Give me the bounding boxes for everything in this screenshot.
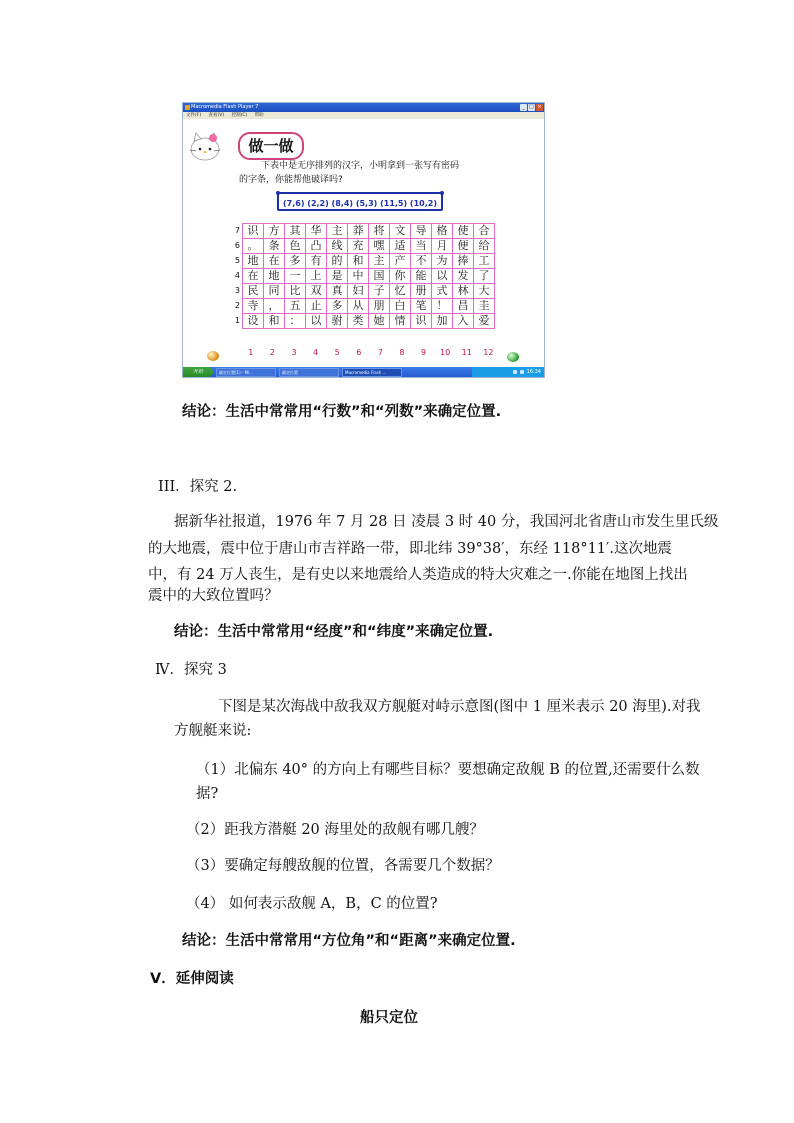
grid-cell: 格 [432,224,453,239]
next-orb-icon[interactable] [507,352,519,362]
paragraph-3-line-2: 的大地震，震中位于唐山市吉祥路一带，即北纬 39°38′，东经 118°11′.这次地震 [148,541,672,557]
grid-cell: 识 [243,224,264,239]
reading-title: 船只定位 [360,1010,418,1026]
question-1-line-2: 据? [196,786,219,802]
flash-player-screenshot [182,102,545,378]
grid-cell: 子 [369,284,390,299]
grid-cell: 类 [348,314,369,329]
grid-cell: 加 [432,314,453,329]
grid-cell: 白 [390,299,411,314]
grid-cell: 笔 [411,299,432,314]
grid-cell: 捧 [453,254,474,269]
grid-cell: 能 [411,269,432,284]
grid-cell: 朋 [369,299,390,314]
grid-cell: 方 [264,224,285,239]
paragraph-4-line-1: 下图是某次海战中敌我双方舰艇对峙示意图(图中 1 厘米表示 20 海里).对我 [218,699,701,715]
taskbar-item[interactable]: Macromedia Flash ... [342,368,402,377]
grid-cell: 的 [327,254,348,269]
grid-cell: 同 [264,284,285,299]
grid-row [230,239,495,254]
grid-cell: 式 [432,284,453,299]
column-number: 4 [313,348,319,357]
paragraph-3-line-4: 震中的大致位置吗？ [148,588,279,604]
grid-cell: 有 [306,254,327,269]
intro-text [239,159,509,187]
menu-file[interactable]: 文件(F) [186,113,202,118]
row-number: 5 [234,256,240,265]
intro-line-1: 下表中是无序排列的汉字，小明拿到一张写有密码 [261,161,460,171]
grid-cell: 地 [243,254,264,269]
grid-cell: 文 [390,224,411,239]
grid-cell: 色 [285,239,306,254]
grid-row [230,299,495,314]
password-code-box: (7,6) (2,2) (8,4) (5,3) (11,5) (10,2) [277,192,443,211]
grid-cell: 使 [453,224,474,239]
grid-cell: 上 [306,269,327,284]
grid-cell: 驸 [327,314,348,329]
paragraph-3-line-1: 据新华社报道，1976 年 7 月 28 日 凌晨 3 时 40 分，我国河北省唐山市发生里氏级 [174,514,719,530]
conclusion-2: 结论：生活中常常用“经度”和“纬度”来确定位置. [174,624,494,640]
column-number: 7 [377,348,383,357]
menu-control[interactable]: 控制(C) [231,113,248,118]
question-4: （4） 如何表示敌舰 A，B，C 的位置? [186,896,438,912]
conclusion-3: 结论：生活中常常用“方位角”和“距离”来确定位置. [182,933,516,949]
grid-cell: 大 [474,284,495,299]
grid-cell: 和 [264,314,285,329]
windows-taskbar [183,367,544,377]
grid-cell: 以 [306,314,327,329]
clock: 16:34 [526,369,541,375]
activity-badge: 做一做 [238,132,304,160]
hello-kitty-icon [187,129,223,165]
column-number: 1 [248,348,254,357]
section-heading-4: Ⅳ．探究 3 [155,662,227,678]
grid-row [230,284,495,299]
grid-cell: 设 [243,314,264,329]
grid-cell: 条 [264,239,285,254]
section-heading-5: V．延伸阅读 [150,971,234,987]
paragraph-4-line-2: 方舰艇来说: [174,723,252,739]
grid-cell: 五 [285,299,306,314]
grid-cell: 了 [474,269,495,284]
row-number: 1 [234,316,240,325]
grid-cell: 华 [306,224,327,239]
grid-cell: 。 [243,239,264,254]
paragraph-3-line-3: 中，有 24 万人丧生，是有史以来地震给人类造成的特大灾难之一.你能在地图上找出 [148,567,688,583]
menu-bar [183,112,544,119]
window-title: Macromedia Flash Player 7 [191,104,259,110]
column-number: 9 [421,348,427,357]
menu-view[interactable]: 查看(V) [208,113,225,118]
tray-icon[interactable] [520,370,524,374]
grid-cell: 你 [390,269,411,284]
grid-cell: 多 [285,254,306,269]
grid-cell: 不 [411,254,432,269]
maximize-button[interactable]: □ [529,104,534,110]
grid-cell: 将 [369,224,390,239]
grid-cell: 册 [411,284,432,299]
row-number: 7 [234,226,240,235]
window-titlebar [183,103,544,112]
grid-cell: ， [264,299,285,314]
grid-cell: 发 [453,269,474,284]
row-number: 4 [234,271,240,280]
column-number: 11 [461,348,472,357]
grid-cell: 产 [390,254,411,269]
column-number: 6 [356,348,362,357]
grid-cell: 真 [327,284,348,299]
column-number: 12 [483,348,494,357]
character-grid [230,223,495,329]
grid-cell: 月 [432,239,453,254]
row-number: 6 [234,241,240,250]
intro-line-2: 的字条，你能帮他破译吗? [239,175,343,185]
row-number: 3 [234,286,240,295]
grid-row [230,314,495,329]
back-orb-icon[interactable] [207,351,219,361]
taskbar-item[interactable]: 确定位置 [279,368,339,377]
grid-cell: 爱 [474,314,495,329]
tray-icon[interactable] [513,370,517,374]
grid-row [230,254,495,269]
grid-cell: 为 [432,254,453,269]
flash-stage [183,119,544,369]
grid-cell: 地 [264,269,285,284]
grid-cell: 合 [474,224,495,239]
grid-cell: 妇 [348,284,369,299]
grid-cell: 在 [264,254,285,269]
grid-cell: 双 [306,284,327,299]
taskbar-item[interactable]: 确定位置(1) - Mi... [216,368,276,377]
question-2: （2）距我方潜艇 20 海里处的敌舰有哪几艘？ [186,822,484,838]
grid-row [230,224,495,239]
grid-cell: 国 [369,269,390,284]
grid-cell: 入 [453,314,474,329]
start-button[interactable]: 开始 [183,367,213,377]
column-numbers [240,348,499,357]
grid-cell: 情 [390,314,411,329]
grid-cell: 工 [474,254,495,269]
close-button[interactable]: × [537,104,542,110]
grid-cell: 寺 [243,299,264,314]
grid-cell: 她 [369,314,390,329]
grid-cell: 中 [348,269,369,284]
grid-cell: 忆 [390,284,411,299]
menu-help[interactable]: 帮助 [254,113,264,118]
grid-cell: 莽 [348,224,369,239]
column-number: 8 [399,348,405,357]
grid-cell: 以 [432,269,453,284]
grid-cell: 一 [285,269,306,284]
grid-cell: 从 [348,299,369,314]
grid-cell: 比 [285,284,306,299]
grid-cell: 止 [306,299,327,314]
grid-cell: 昌 [453,299,474,314]
column-number: 10 [440,348,451,357]
grid-cell: 凸 [306,239,327,254]
column-number: 5 [334,348,340,357]
grid-cell: ： [285,314,306,329]
grid-cell: 多 [327,299,348,314]
grid-cell: 适 [390,239,411,254]
system-tray [472,367,544,377]
column-number: 2 [269,348,275,357]
grid-cell: 充 [348,239,369,254]
grid-cell: 主 [369,254,390,269]
grid-row [230,269,495,284]
minimize-button[interactable]: _ [520,104,527,111]
row-number: 2 [234,301,240,310]
grid-cell: ！ [432,299,453,314]
grid-cell: 和 [348,254,369,269]
column-number: 3 [291,348,297,357]
section-heading-3: III．探究 2. [158,479,238,495]
grid-cell: 主 [327,224,348,239]
grid-cell: 在 [243,269,264,284]
question-1-line-1: （1）北偏东 40° 的方向上有哪些目标？要想确定敌舰 B 的位置,还需要什么数 [196,762,700,778]
grid-cell: 当 [411,239,432,254]
grid-cell: 林 [453,284,474,299]
flash-app-icon [185,105,190,110]
grid-cell: 嘿 [369,239,390,254]
grid-cell: 给 [474,239,495,254]
grid-cell: 便 [453,239,474,254]
grid-cell: 圭 [474,299,495,314]
grid-cell: 线 [327,239,348,254]
grid-cell: 其 [285,224,306,239]
grid-cell: 民 [243,284,264,299]
question-3: （3）要确定每艘敌舰的位置，各需要几个数据？ [186,858,500,874]
conclusion-1: 结论：生活中常常用“行数”和“列数”来确定位置. [182,404,502,420]
grid-cell: 导 [411,224,432,239]
grid-cell: 是 [327,269,348,284]
grid-cell: 识 [411,314,432,329]
